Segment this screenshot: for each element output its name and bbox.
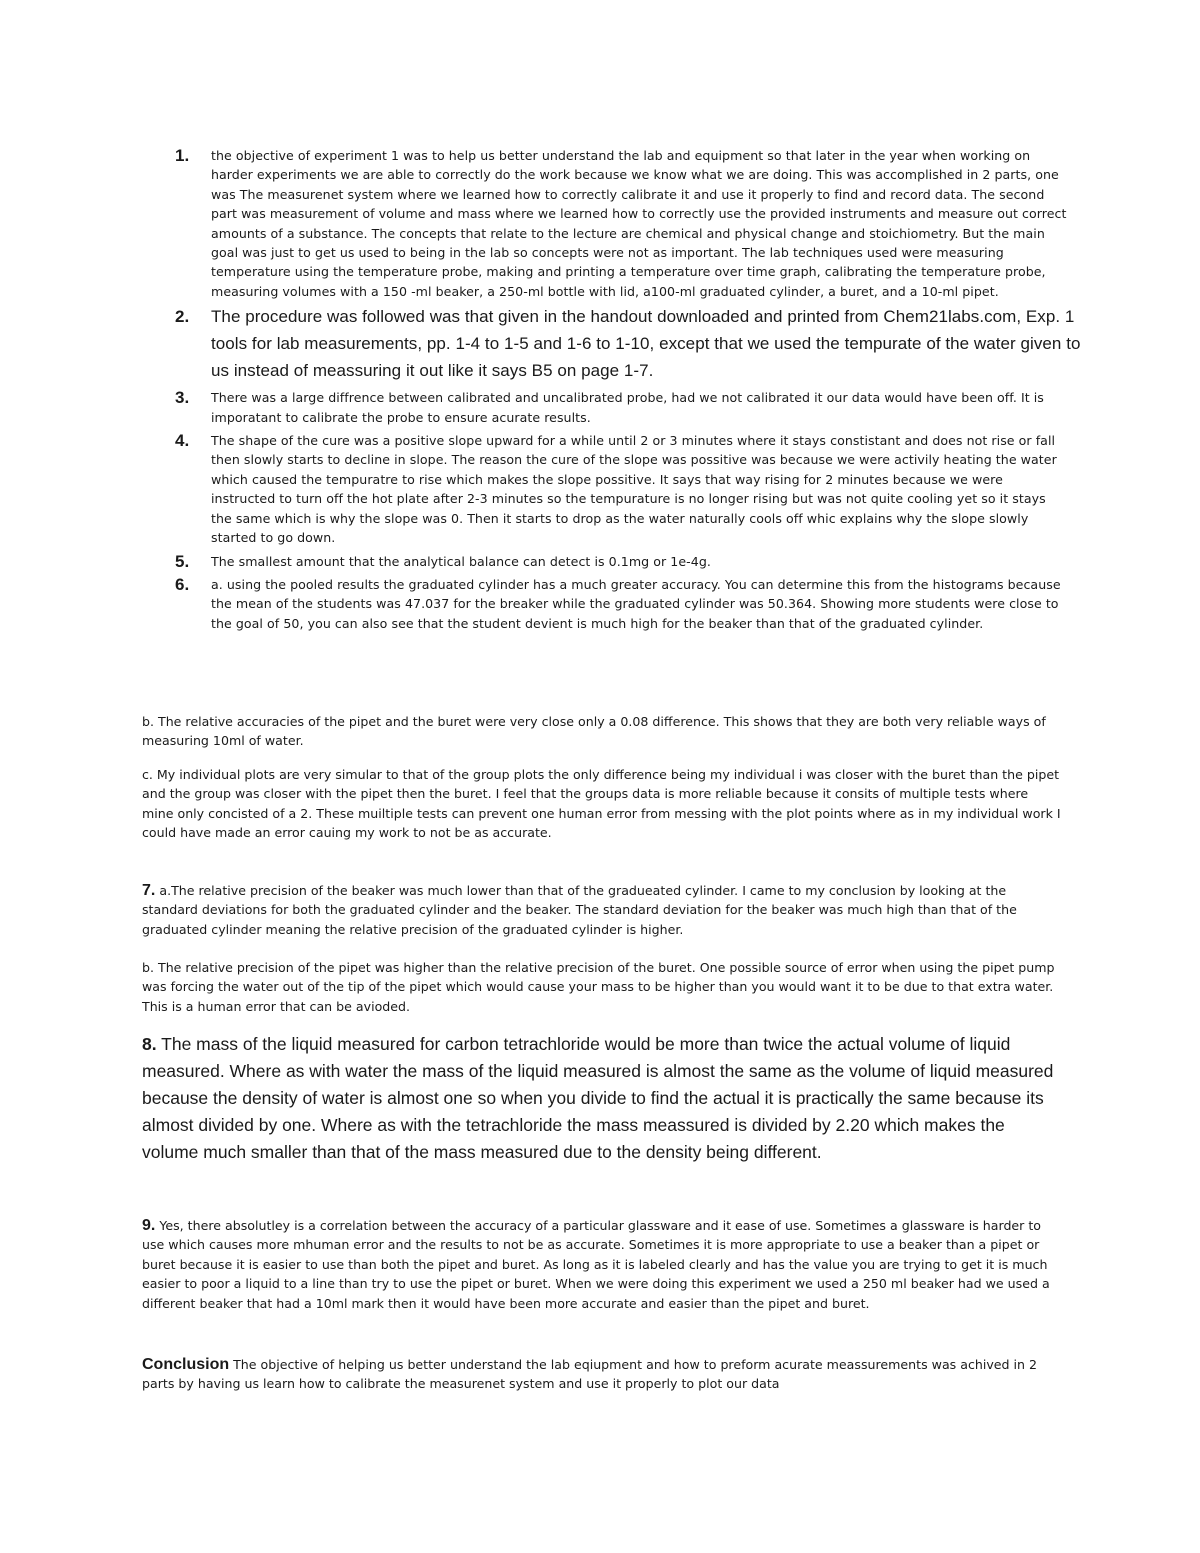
paragraph-number: 7.: [142, 882, 156, 899]
list-number: 3.: [175, 388, 190, 408]
paragraph-8: [142, 1031, 1062, 1166]
paragraph-6c: c. My individual plots are very simular to that of the group plots the only difference being my individual i was closer with the buret than the pipet and the group was closer with the pipet then the buret. I feel that the groups data is more reliable because it consits of multiple tests where mine only concisted of a 2. These muiltiple tests can prevent one human error from messing with the plot points where as in my individual work I could have made an error cauing my work to not be as accurate.: [142, 767, 1061, 841]
list-number: 6.: [175, 574, 190, 594]
list-number: 5.: [175, 551, 190, 571]
paragraph-conclusion: [142, 1355, 1062, 1394]
list-item: [0, 303, 1200, 384]
paragraph-7a: [142, 881, 1062, 939]
paragraph-text: The mass of the liquid measured for carbon tetrachloride would be more than twice the actual volume of liquid measured. Where as with water the mass of the liquid measured is almost the same as the volume of liquid measured because the density of water is almost one so when you divide to find the actual it is practically the same because its almost divided by one. Where as with the tetrachloride the mass meassured is divided by 2.20 which makes the volume much smaller than that of the mass measured due to the density being different.: [142, 1034, 1054, 1162]
paragraph-number: 9.: [142, 1217, 156, 1234]
list-item-text: The shape of the cure was a positive slope upward for a while until 2 or 3 minutes where it stays constistant and does not rise or fall then slowly starts to decline in slope. The reason the cure of the slope was possitive was because we were activily heating the water which caused the tempuratre to rise which makes the slope possitive. It says that way rising for 2 minutes because we were instructed to turn off the hot plate after 2-3 minutes so the tempurature is no longer rising but was not quite cooling yet so it stays the same which is why the slope was 0. Then it starts to drop as the water naturally cools off whic explains why the slope slowly started to go down.: [211, 433, 1057, 546]
list-item: [0, 552, 1200, 571]
list-number: 2.: [175, 307, 190, 327]
numbered-list: [0, 146, 1200, 635]
paragraph-number: 8.: [142, 1034, 157, 1054]
list-item-text: the objective of experiment 1 was to help us better understand the lab and equipment so that later in the year when working on harder experiments we are able to correctly do the work because we know what we are doing. This was accomplished in 2 parts, one was The measurenet system where we learned how to correctly calibrate it and use it properly to find and record data. The second part was measurement of volume and mass where we learned how to correctly use the provided instruments and measure out correct amounts of a substance. The concepts that relate to the lecture are chemical and physical change and stoichiometry. But the main goal was just to get us used to being in the lab so concepts were not as important. The lab techniques used were measuring temperature using the temperature probe, making and printing a temperature over time graph, calibrating the temperature probe, measuring volumes with a 150 -ml beaker, a 250-ml bottle with lid, a100-ml graduated cylinder, a buret, and a 10-ml pipet.: [211, 148, 1067, 299]
paragraph-text: a.The relative precision of the beaker was much lower than that of the gradueated cylinder. I came to my conclusion by looking at the standard deviations for both the graduated cylinder and the beaker. The standard deviation for the beaker was much high than that of the graduated cylinder meaning the relative precision of the graduated cylinder is higher.: [142, 883, 1017, 937]
list-item: [0, 431, 1200, 547]
list-item: [0, 146, 1200, 301]
list-item-text: a. using the pooled results the graduated cylinder has a much greater accuracy. You can determine this from the histograms because the mean of the students was 47.037 for the breaker while the graduated cylinder was 50.364. Showing more students were close to the goal of 50, you can also see that the student devient is much high for the beaker than that of the graduated cylinder.: [211, 576, 1061, 631]
paragraph-text: Yes, there absolutley is a correlation between the accuracy of a particular glassware and it ease of use. Sometimes a glassware is harder to use which causes more mhuman error and the results to not be as accurate. Sometimes it is more appropriate to use a beaker than a pipet or buret because it is easier to use than both the pipet and buret. As long as it is labeled clearly and has the value you are trying to get it is much easier to poor a liquid to a line than try to use the pipet or buret. When we were doing this experiment we used a 250 ml beaker had we used a different beaker that had a 10ml mark then it would have been more accurate and easier than the pipet and buret.: [142, 1218, 1050, 1311]
conclusion-heading: Conclusion: [142, 1356, 230, 1373]
list-item-text: There was a large diffrence between calibrated and uncalibrated probe, had we not calibrated it our data would have been off. It is imporatant to calibrate the probe to ensure acurate results.: [211, 390, 1044, 425]
paragraph-6b: b. The relative accuracies of the pipet and the buret were very close only a 0.08 difference. This shows that they are both very reliable ways of measuring 10ml of water.: [142, 714, 1046, 749]
paragraph-text: The objective of helping us better understand the lab eqiupment and how to preform acurate meassurements was achived in 2 parts by having us learn how to calibrate the measurenet system and use it properly to plot our data: [142, 1357, 1038, 1392]
paragraph-7b: b. The relative precision of the pipet was higher than the relative precision of the buret. One possible source of error when using the pipet pump was forcing the water out of the tip of the pipet which would cause your mass to be higher than you would want it to be due to that extra water. This is a human error that can be avioded.: [142, 960, 1055, 1014]
list-number: 4.: [175, 431, 190, 451]
list-item: [0, 575, 1200, 633]
list-number: 1.: [175, 146, 190, 165]
list-item: [0, 388, 1200, 427]
list-item-text: The smallest amount that the analytical balance can detect is 0.1mg or 1e-4g.: [211, 553, 711, 569]
paragraph-9: [142, 1216, 1062, 1313]
list-item-text: The procedure was followed was that given in the handout downloaded and printed from Chem21labs.com, Exp. 1 tools for lab measurements, pp. 1-4 to 1-5 and 1-6 to 1-10, except that we used the tempurate of the water given to us instead of meassuring it out like it says B5 on page 1-7.: [211, 307, 1081, 381]
